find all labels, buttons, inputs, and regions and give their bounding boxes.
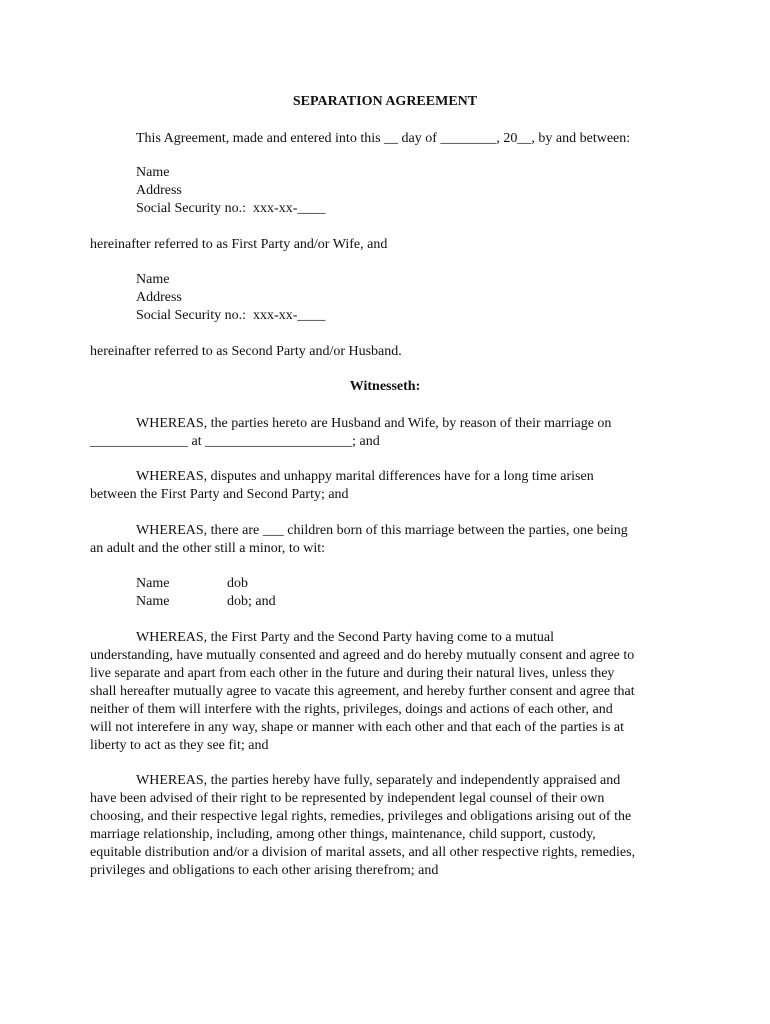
- child-2-name: Name: [136, 594, 170, 609]
- whereas-counsel-line-3: choosing, and their respective legal rights, remedies, privileges and obligations arising out of the: [90, 809, 632, 824]
- whereas-children-line-2: an adult and the other still a minor, to wit:: [90, 541, 326, 556]
- child-1-dob: dob: [227, 576, 248, 591]
- whereas-marriage-line-1: WHEREAS, the parties hereto are Husband and Wife, by reason of their marriage on: [136, 416, 612, 431]
- whereas-mutual-line-1: WHEREAS, the First Party and the Second Party having come to a mutual: [136, 630, 554, 645]
- witnesseth-heading: Witnesseth:: [349, 379, 421, 394]
- second-party-address: Address: [136, 290, 182, 305]
- whereas-counsel-line-1: WHEREAS, the parties hereby have fully, separately and independently appraised and: [136, 773, 621, 788]
- first-party-name: Name: [136, 165, 170, 180]
- whereas-mutual-line-3: live separate and apart from each other in the future and during their natural lives, unless they: [90, 666, 615, 681]
- child-2-dob: dob; and: [227, 594, 276, 609]
- whereas-marriage-line-2: ______________ at _____________________; and: [90, 434, 380, 449]
- intro-paragraph: This Agreement, made and entered into this __ day of ________, 20__, by and between:: [136, 131, 631, 146]
- child-1-name: Name: [136, 576, 170, 591]
- whereas-mutual-line-6: will not interefere in any way, shape or manner with each other and that each of the parties is at: [90, 720, 624, 735]
- first-party-reference: hereinafter referred to as First Party and/or Wife, and: [90, 237, 388, 252]
- whereas-disputes-line-1: WHEREAS, disputes and unhappy marital differences have for a long time arisen: [136, 469, 594, 484]
- first-party-ssn: Social Security no.: xxx-xx-____: [136, 201, 326, 216]
- whereas-children-line-1: WHEREAS, there are ___ children born of this marriage between the parties, one being: [136, 523, 628, 538]
- second-party-reference: hereinafter referred to as Second Party and/or Husband.: [90, 344, 402, 359]
- whereas-counsel-line-5: equitable distribution and/or a division of marital assets, and all other respective rights, remedies,: [90, 845, 636, 860]
- whereas-mutual-line-4: shall hereafter mutually agree to vacate this agreement, and hereby further consent and agree that: [90, 684, 635, 699]
- whereas-counsel-line-4: marriage relationship, including, among other things, maintenance, child support, custody,: [90, 827, 596, 842]
- whereas-mutual-line-5: neither of them will interfere with the rights, privileges, doings and actions of each other, and: [90, 702, 613, 717]
- first-party-address: Address: [136, 183, 182, 198]
- second-party-ssn: Social Security no.: xxx-xx-____: [136, 308, 326, 323]
- whereas-counsel-line-2: have been advised of their right to be represented by independent legal counsel of their own: [90, 791, 605, 806]
- whereas-disputes-line-2: between the First Party and Second Party; and: [90, 487, 349, 502]
- whereas-mutual-line-7: liberty to act as they see fit; and: [90, 738, 269, 753]
- document-title: SEPARATION AGREEMENT: [292, 94, 478, 109]
- second-party-name: Name: [136, 272, 170, 287]
- whereas-counsel-line-6: privileges and obligations to each other arising therefrom; and: [90, 863, 439, 878]
- whereas-mutual-line-2: understanding, have mutually consented and agreed and do hereby mutually consent and agree to: [90, 648, 635, 663]
